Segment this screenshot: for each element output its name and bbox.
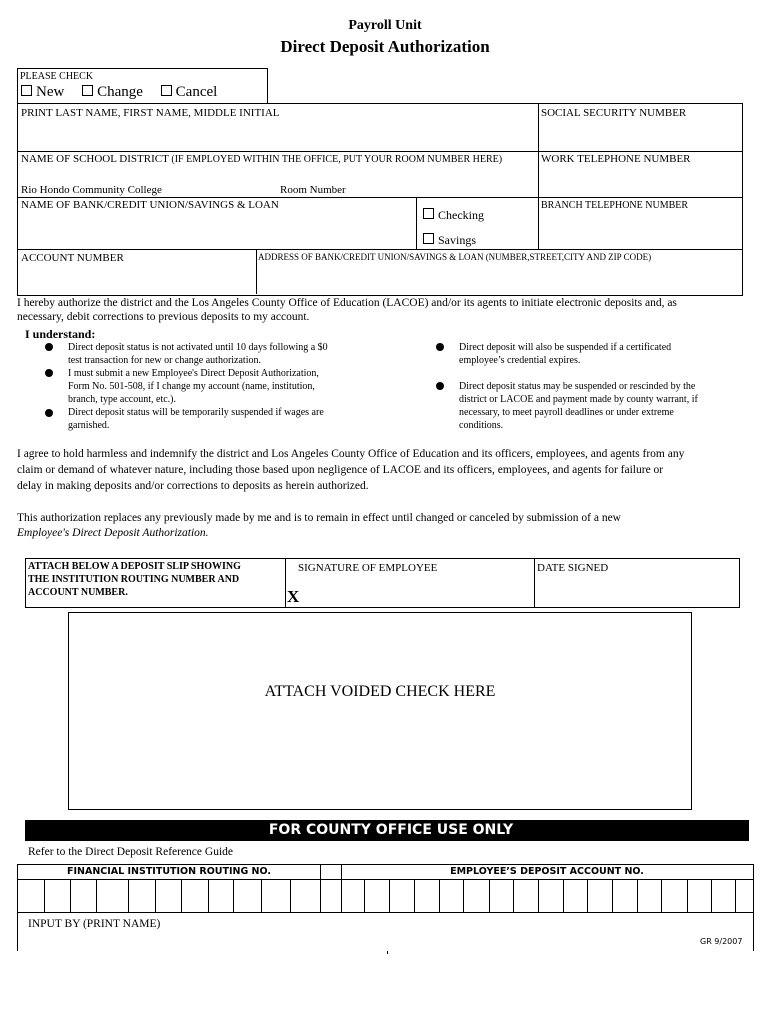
county-office-banner	[25, 820, 749, 841]
savings-checkbox[interactable]	[423, 233, 434, 244]
account-number-label: ACCOUNT NUMBER	[21, 252, 124, 264]
signature-label: SIGNATURE OF EMPLOYEE	[298, 562, 438, 574]
bank-name-label: NAME OF BANK/CREDIT UNION/SAVINGS & LOAN	[21, 199, 279, 211]
i-understand-heading: I understand:	[25, 327, 96, 341]
signature-input[interactable]	[306, 579, 530, 605]
checking-option[interactable]: Checking	[423, 208, 484, 223]
form-title: Direct Deposit Authorization	[280, 37, 490, 56]
new-checkbox[interactable]	[21, 85, 32, 96]
ssn-input[interactable]	[540, 122, 738, 150]
authorize-line-1: I hereby authorize the district and the Los Angeles County Office of Education (LACOE) and/or its agents to initiate electronic deposits and, as	[17, 297, 677, 309]
county-table	[17, 864, 754, 951]
ssn-label: SOCIAL SECURITY NUMBER	[541, 107, 687, 119]
indemnify-paragraph: I agree to hold harmless and indemnify the district and Los Angeles County Office of Education and its officers, employees, and agents from any claim or demand of whatever nature, including those based upon negligence of LACOE and its officers, employees, and agents for failure or delay in making deposits and/or corrections to deposits as herein authorized.	[17, 448, 685, 492]
bullet-left-2: I must submit a new Employee's Direct Deposit Authorization, Form No. 501-508, if I change my account (name, institution, branch, type account, etc.).	[68, 368, 319, 405]
deposit-account-cells[interactable]	[341, 880, 753, 912]
bullet-dot	[45, 343, 53, 351]
signature-table	[25, 558, 740, 608]
reference-guide-note: Refer to the Direct Deposit Reference Guide	[28, 846, 233, 858]
new-option[interactable]: New	[21, 84, 64, 100]
bank-address-input[interactable]	[258, 267, 738, 293]
cancel-checkbox[interactable]	[161, 85, 172, 96]
voided-check-label: ATTACH VOIDED CHECK HERE	[264, 683, 496, 700]
district-label-group	[21, 153, 502, 165]
employee-info-table	[17, 103, 743, 296]
change-checkbox[interactable]	[82, 85, 93, 96]
replaces-paragraph: This authorization replaces any previously made by me and is to remain in effect until changed or canceled by submission of a new Employee's Direct Deposit Authorization.	[17, 512, 621, 539]
authorization-paragraph	[17, 296, 757, 324]
date-signed-label: DATE SIGNED	[537, 562, 609, 574]
routing-number-label: FINANCIAL INSTITUTION ROUTING NO.	[67, 866, 271, 877]
bullet-left-3: Direct deposit status will be temporarily suspended if wages are garnished.	[68, 407, 324, 431]
county-office-banner-text: FOR COUNTY OFFICE USE ONLY	[268, 822, 514, 838]
name-input[interactable]	[20, 122, 535, 150]
account-number-input[interactable]	[20, 267, 252, 293]
cancel-option[interactable]: Cancel	[161, 84, 218, 100]
bank-name-input[interactable]	[20, 214, 414, 248]
input-by-field[interactable]	[28, 933, 388, 949]
district-label: NAME OF SCHOOL DISTRICT	[21, 153, 169, 165]
bank-address-label: ADDRESS OF BANK/CREDIT UNION/SAVINGS & LOAN (NUMBER,STREET,CITY AND ZIP CODE)	[258, 252, 652, 262]
voided-check-area[interactable]	[68, 612, 692, 810]
payroll-unit-heading: Payroll Unit	[348, 18, 422, 33]
bullet-dot	[436, 343, 444, 351]
attach-slip-instructions: ATTACH BELOW A DEPOSIT SLIP SHOWING THE INSTITUTION ROUTING NUMBER AND ACCOUNT NUMBER.	[28, 561, 241, 598]
bullet-right-1: Direct deposit will also be suspended if a certificated employee’s credential expires.	[459, 342, 672, 366]
signature-x-mark: X	[287, 587, 300, 606]
district-value[interactable]: Rio Hondo Community College	[21, 184, 162, 196]
please-check-label: PLEASE CHECK	[20, 71, 94, 82]
deposit-account-label: EMPLOYEE’S DEPOSIT ACCOUNT NO.	[450, 866, 644, 877]
bullet-right-2: Direct deposit status may be suspended or rescinded by the district or LACOE and payment made by county warrant, if necessary, to meet payroll deadlines or under extreme conditions.	[459, 381, 698, 431]
authorize-line-2: necessary, debit corrections to previous deposits to my account.	[17, 311, 310, 323]
checking-checkbox[interactable]	[423, 208, 434, 219]
work-phone-label: WORK TELEPHONE NUMBER	[541, 153, 691, 165]
bullet-left-1: Direct deposit status is not activated until 10 days following a $0 test transaction for new or change authorization.	[68, 342, 328, 366]
room-number-label: Room Number	[280, 184, 346, 196]
date-signed-input[interactable]	[537, 579, 735, 605]
check-options	[21, 84, 217, 101]
branch-phone-label: BRANCH TELEPHONE NUMBER	[541, 200, 689, 211]
form-code: GR 9/2007	[700, 937, 743, 946]
name-label: PRINT LAST NAME, FIRST NAME, MIDDLE INITIAL	[21, 107, 280, 119]
bullet-dot	[436, 382, 444, 390]
change-option[interactable]: Change	[82, 84, 143, 100]
bullet-dot	[45, 409, 53, 417]
district-note: (IF EMPLOYED WITHIN THE OFFICE, PUT YOUR ROOM NUMBER HERE)	[171, 154, 503, 165]
bullet-dot	[45, 369, 53, 377]
work-phone-input[interactable]	[540, 168, 738, 196]
please-check-box	[17, 68, 268, 104]
savings-option[interactable]: Savings	[423, 233, 476, 248]
input-by-label: INPUT BY (PRINT NAME)	[28, 918, 161, 930]
routing-number-cells[interactable]	[18, 880, 320, 912]
